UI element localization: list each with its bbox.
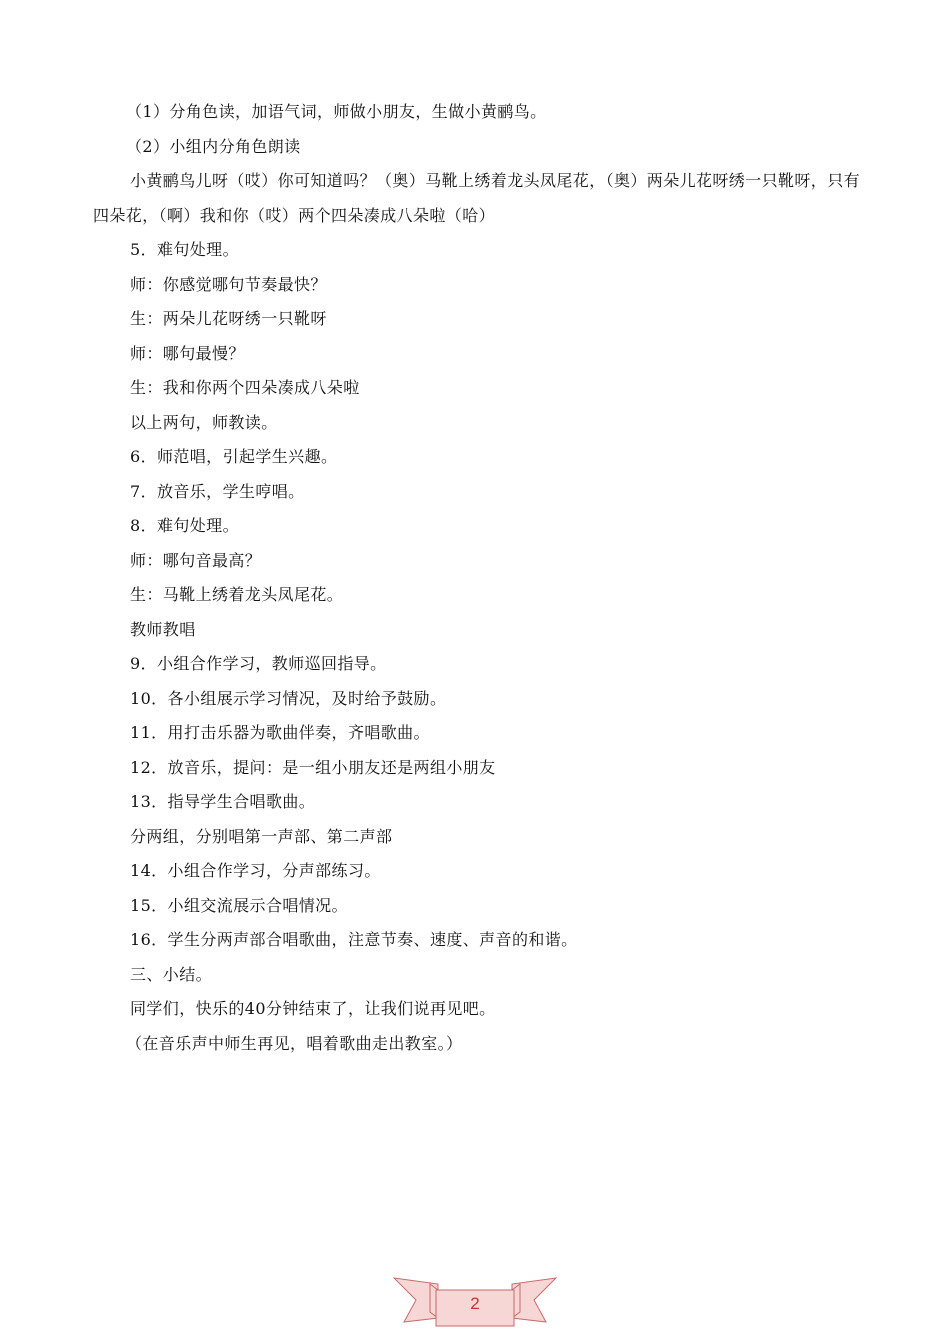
paragraph-role-reading: （1）分角色读，加语气词，师做小朋友，生做小黄鹂鸟。 [126, 102, 547, 121]
dialogue-line: 师：哪句音最高？ [130, 550, 262, 570]
note-line: 分两组，分别唱第一声部、第二声部 [130, 826, 393, 846]
closing-line: 同学们，快乐的40分钟结束了，让我们说再见吧。 [130, 999, 496, 1018]
dialogue-line: 生：两朵儿花呀绣一只靴呀 [130, 309, 327, 328]
step-10: 10．各小组展示学习情况，及时给予鼓励。 [130, 688, 447, 708]
section-heading-summary: 三、小结。 [130, 964, 213, 984]
dialogue-line: 生：我和你两个四朵凑成八朵啦 [130, 378, 360, 397]
step-5: 5．难句处理。 [130, 240, 239, 259]
step-13: 13．指导学生合唱歌曲。 [130, 792, 316, 811]
step-6: 6．师范唱，引起学生兴趣。 [130, 447, 338, 466]
note-line: 教师教唱 [130, 619, 196, 639]
dialogue-line: 师：哪句最慢？ [130, 343, 245, 363]
step-14: 14．小组合作学习，分声部练习。 [130, 861, 381, 880]
step-8: 8．难句处理。 [130, 516, 239, 535]
step-9: 9．小组合作学习，教师巡回指导。 [130, 654, 387, 673]
page-footer [390, 1270, 560, 1330]
paragraph-group-reading: （2）小组内分角色朗读 [126, 136, 301, 156]
closing-note: （在音乐声中师生再见，唱着歌曲走出教室。） [126, 1033, 463, 1053]
step-15: 15．小组交流展示合唱情况。 [130, 895, 348, 915]
dialogue-line: 师：你感觉哪句节奏最快？ [130, 274, 327, 294]
page-number: 2 [470, 1294, 480, 1313]
step-16: 16．学生分两声部合唱歌曲，注意节奏、速度、声音的和谐。 [130, 930, 578, 949]
step-7: 7．放音乐，学生哼唱。 [130, 481, 305, 501]
paragraph-lyrics: 小黄鹂鸟儿呀（哎）你可知道吗？（奥）马靴上绣着龙头凤尾花，（奥）两朵儿花呀绣一只靴呀，只有四朵花，（啊）我和你（哎）两个四朵凑成八朵啦（哈） [93, 171, 861, 225]
step-11: 11．用打击乐器为歌曲伴奏，齐唱歌曲。 [130, 723, 430, 742]
dialogue-line: 生：马靴上绣着龙头凤尾花。 [130, 585, 344, 604]
note-line: 以上两句，师教读。 [130, 412, 278, 432]
step-12: 12．放音乐，提问：是一组小朋友还是两组小朋友 [130, 757, 496, 777]
document-body [93, 95, 863, 1061]
